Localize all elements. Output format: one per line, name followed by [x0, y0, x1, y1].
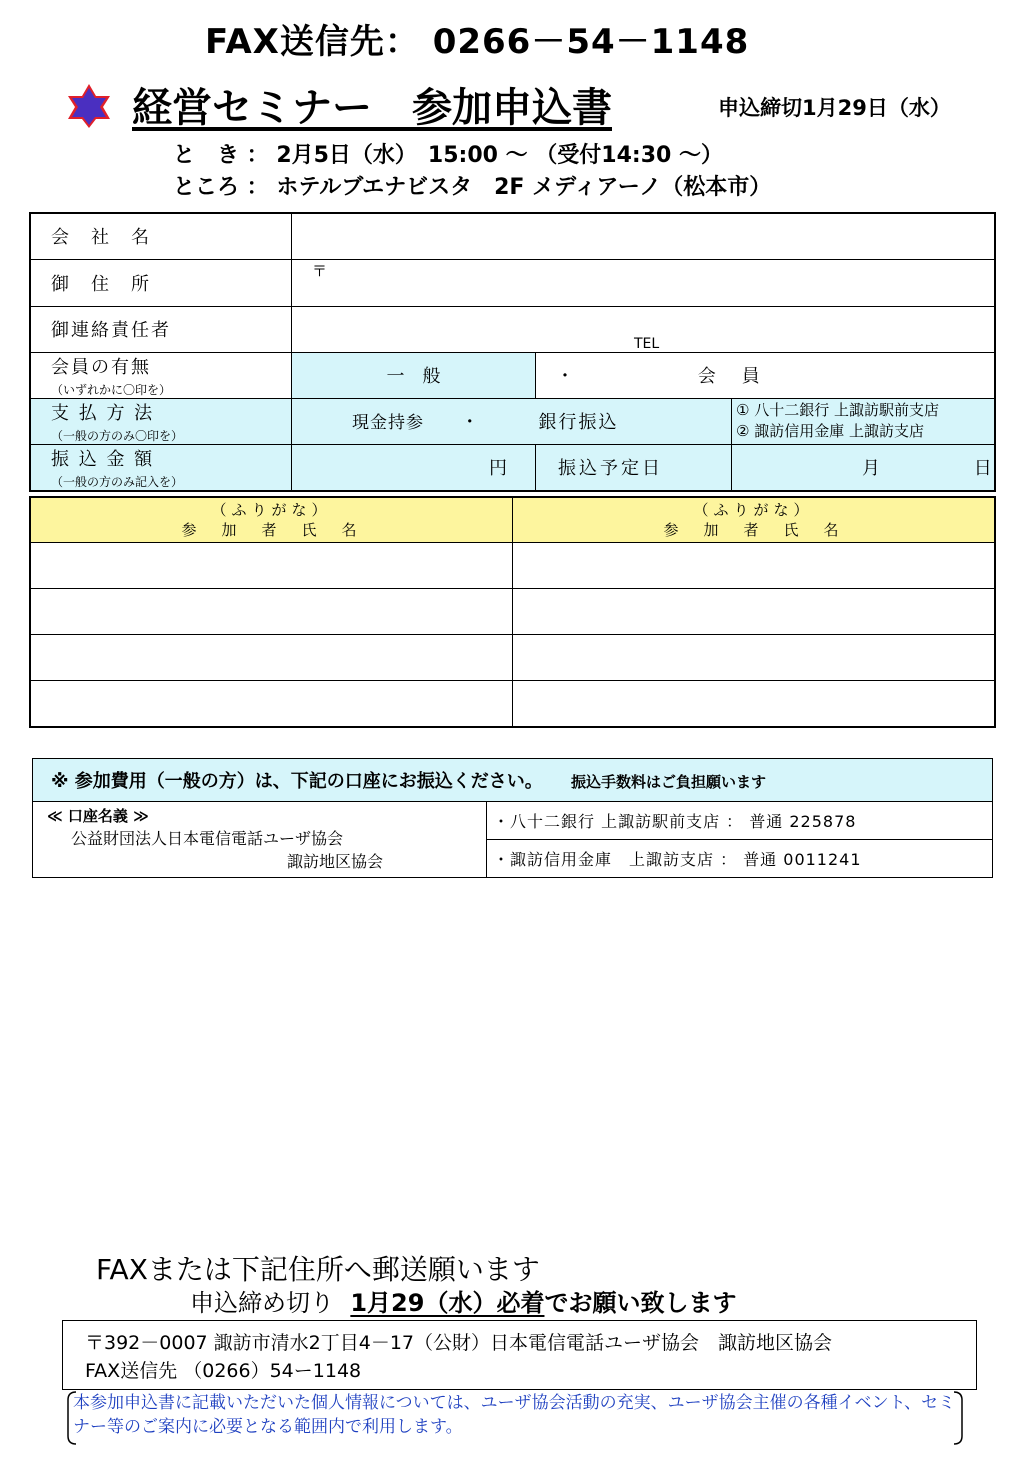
participant-name-field[interactable]: [30, 635, 513, 681]
company-field[interactable]: [292, 213, 996, 259]
contact-label: 御連絡責任者: [30, 306, 292, 352]
participant-header-left: [30, 497, 513, 543]
payment-method-sub: （一般の方のみ〇印を）: [51, 428, 184, 443]
bank-options: [732, 398, 996, 444]
postal-mark: 〒: [312, 261, 328, 280]
address-label: 御 住 所: [30, 259, 292, 306]
member-option[interactable]: [536, 352, 996, 398]
company-label: 会 社 名: [30, 213, 292, 259]
transfer-note: ※ 参加費用（一般の方）は、下記の口座にお振込ください。: [51, 771, 543, 792]
transfer-amount-sub: （一般の方のみ記入を）: [51, 474, 184, 489]
member-status-label: [30, 352, 292, 398]
scheduled-date-label: 振込予定日: [536, 444, 732, 491]
payment-choice[interactable]: [292, 398, 732, 444]
participant-name-field[interactable]: [30, 681, 513, 728]
payment-method-title: 支 払 方 法: [51, 402, 155, 424]
member-status-title: 会員の有無: [51, 356, 151, 378]
bank-option-2: ② 諏訪信用金庫 上諏訪支店: [736, 422, 924, 440]
participants-table: [29, 496, 996, 728]
participant-name-field[interactable]: [513, 543, 996, 589]
address-field[interactable]: [292, 259, 996, 306]
member-option-label: 会 員: [697, 366, 764, 387]
bank-account-1: ・八十二銀行 上諏訪駅前支店 ： 普通 225878: [487, 802, 993, 840]
scheduled-date-field[interactable]: [732, 444, 996, 491]
furigana-label: （ふりがな）: [211, 501, 332, 519]
bank-account-table: [32, 758, 993, 878]
yen-unit: 円: [489, 458, 507, 479]
tel-label: TEL: [634, 335, 660, 352]
cash-option[interactable]: 現金持参: [352, 413, 424, 433]
participant-name-field[interactable]: [30, 543, 513, 589]
dot-separator: ・: [556, 366, 574, 387]
postal-address: 〒392－0007 諏訪市清水2丁目4－17（公財）日本電信電話ユーザ協会 諏訪地区協会: [85, 1332, 833, 1354]
deadline-prefix: 申込締め切り: [190, 1289, 334, 1317]
mail-instruction: FAXまたは下記住所へ郵送願います: [96, 1253, 540, 1286]
event-venue: ところ ： ホテルブエナビスタ 2F メディアーノ（松本市）: [173, 175, 772, 200]
participant-name-field[interactable]: [513, 635, 996, 681]
fee-note: [33, 759, 993, 802]
account-holder: [33, 802, 487, 878]
participant-name-header-right: 参 加 者 氏 名: [663, 521, 844, 539]
amount-field[interactable]: [292, 444, 536, 491]
registration-form-table: [29, 212, 996, 492]
account-holder-name: 公益財団法人日本電信電話ユーザ協会: [71, 829, 344, 848]
participant-name-field[interactable]: [513, 589, 996, 635]
participant-name-field[interactable]: [30, 589, 513, 635]
deadline-date: 1月29（水）必着: [350, 1289, 545, 1317]
fax-footer: FAX送信先 （0266）54ー1148: [85, 1360, 362, 1382]
page-title: 経営セミナー 参加申込書: [132, 85, 612, 131]
privacy-notice: 本参加申込書に記載いただいた個人情報については、ユーザ協会活動の充実、ユーザ協会主催の各種イベント、セミナー等のご案内に必要となる範囲内で利用します。: [73, 1393, 956, 1437]
participant-name-header: 参 加 者 氏 名: [181, 521, 362, 539]
participant-name-field[interactable]: [513, 681, 996, 728]
bank-account-2: ・諏訪信用金庫 上諏訪支店 ： 普通 0011241: [487, 840, 993, 878]
address-box: [62, 1320, 977, 1390]
bank-transfer-option[interactable]: 銀行振込: [538, 412, 619, 433]
account-holder-branch: 諏訪地区協会: [287, 852, 384, 871]
transfer-amount-label: [30, 444, 292, 491]
day-unit: 日: [973, 458, 992, 479]
event-datetime: と き ： 2月5日（水） 15:00 ～ （受付14:30 ～）: [173, 143, 723, 168]
account-holder-label: ≪ 口座名義 ≫: [47, 807, 149, 825]
deadline-header: 申込締切1月29日（水）: [718, 96, 951, 120]
bracket-right: [952, 1390, 966, 1446]
general-option[interactable]: 一 般: [292, 352, 536, 398]
transfer-amount-title: 振 込 金 額: [51, 448, 155, 470]
contact-field[interactable]: [292, 306, 996, 352]
payment-method-label: [30, 398, 292, 444]
participant-header-right: [513, 497, 996, 543]
transfer-fee-note: 振込手数料はご負担願います: [571, 773, 767, 791]
dot-separator-2: ・: [460, 412, 480, 433]
star-icon: [66, 82, 112, 128]
deadline-suffix: でお願い致します: [544, 1289, 737, 1317]
bank-option-1: ① 八十二銀行 上諏訪駅前支店: [736, 401, 939, 419]
fax-number-header: FAX送信先： 0266－54－1148: [205, 22, 750, 62]
deadline-footer: [190, 1283, 736, 1318]
member-status-sub: （いずれかに〇印を）: [51, 382, 172, 397]
furigana-label-right: （ふりがな）: [693, 501, 814, 519]
month-unit: 月: [862, 458, 880, 479]
